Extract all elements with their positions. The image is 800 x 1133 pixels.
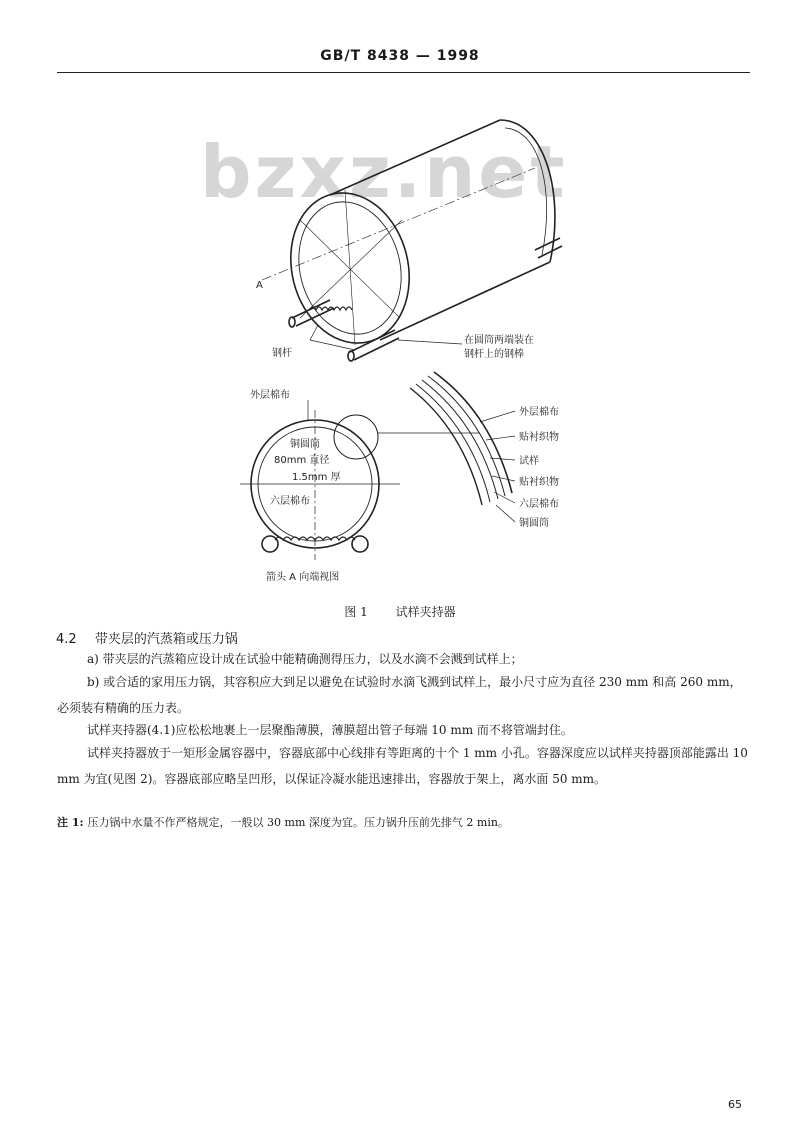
figure-number: 图 1 [344, 605, 368, 619]
callout-six-layer-cloth: 六层棉布 [519, 499, 559, 510]
note-label: 注 1: [57, 816, 84, 829]
axis-a-label: A [256, 280, 263, 291]
callout-backing-fabric-2: 贴衬织物 [519, 477, 559, 488]
note-text: 压力锅中水量不作严格规定，一般以 30 mm 深度为宜。压力锅升压前先排气 2 min。 [87, 816, 509, 829]
callout-backing-fabric-1: 贴衬织物 [519, 432, 559, 443]
thickness-label: 1.5mm 厚 [292, 472, 341, 483]
paragraph-b: b) 或合适的家用压力锅，其容积应大到足以避免在试验时水滴飞溅到试样上，最小尺寸应为直径 230 mm 和高 260 mm，必须装有精确的压力表。 [57, 675, 742, 715]
steel-bar-note-line2: 钢杆上的钢棒 [464, 349, 524, 360]
watermark: bzxz.net [200, 130, 568, 214]
section-heading [56, 628, 238, 647]
paragraph-c: 试样夹持器(4.1)应松松地裹上一层聚酯薄膜，薄膜超出管子每端 10 mm 而不将管端封住。 [87, 723, 573, 737]
cylinder-label: 铜圆筒 [290, 439, 320, 450]
note-1 [57, 813, 753, 833]
end-view-diagram [240, 400, 480, 560]
figure-caption [0, 603, 800, 620]
cylinder-perspective-view [262, 120, 562, 361]
outer-cloth-label-left: 外层棉布 [250, 390, 290, 401]
end-view-caption: 箭头 A 向端视图 [266, 572, 340, 583]
section-title: 带夹层的汽蒸箱或压力锅 [94, 632, 238, 647]
callout-outer-cloth: 外层棉布 [519, 407, 559, 418]
steel-rod-label: 钢杆 [272, 348, 292, 359]
paragraph-d: 试样夹持器放于一矩形金属容器中，容器底部中心线排有等距离的十个 1 mm 小孔。容器深度应以试样夹持器顶部能露出 10 mm 为宜(见图 2)。容器底部应略呈凹形，以保证冷凝水能迅速排出，容器放于架上，离水面 50 mm。 [57, 746, 748, 786]
callout-specimen: 试样 [519, 456, 539, 467]
six-layer-cloth-label: 六层棉布 [270, 496, 310, 507]
diameter-label: 80mm 直径 [274, 455, 330, 466]
section-number: 4.2 [56, 632, 77, 647]
paragraph-a: a) 带夹层的汽蒸箱应设计成在试验中能精确测得压力，以及水滴不会溅到试样上； [87, 652, 523, 666]
page-number: 65 [728, 1098, 742, 1111]
enlarged-section-detail [410, 372, 515, 522]
callout-copper-cylinder: 铜圆筒 [519, 518, 549, 529]
figure-title: 试样夹持器 [395, 605, 456, 619]
steel-bar-note-line1: 在圆筒两端装在 [464, 335, 534, 346]
page-header: GB/T 8438 — 1998 [320, 48, 480, 64]
